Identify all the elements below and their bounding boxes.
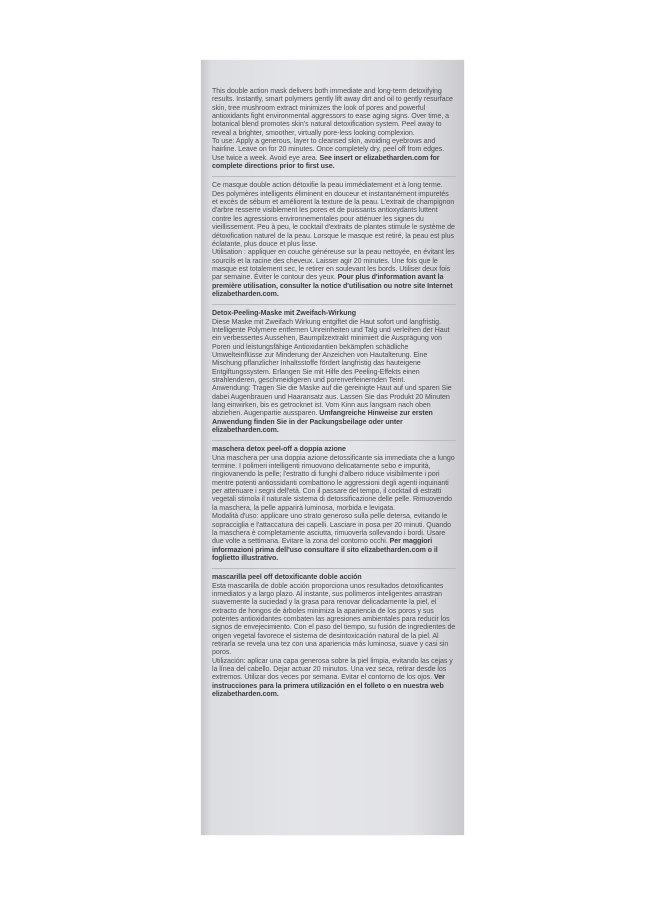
section-usage: Anwendung: Tragen Sie die Maske auf die gereinigte Haut auf und sparen Sie dabei Augenbrauen und Haaransatz aus. Lassen Sie das Produkt 20 Minuten lang einwirken, bis es getrocknet ist. Vom Kinn aus langsam nach oben abziehen. Augenpartie aussparen. Umfangreiche Hinweise zur ersten Anwendung finden Sie in der Packungsbeilage oder unter elizabetharden.com. [212,385,452,435]
section-body: Diese Maske mit Zweifach Wirkung entgiftet die Haut sofort und langfristig. Intelligente Polymere entfernen Unreinheiten und Talg und verleihen der Haut ein verbessertes Aussehen, Baumpilzextrakt minimiert die Ausprägung von Poren und leistungsfähige Antioxidantien bekämpfen schädliche Umwelteinflüsse zur Minderung der Anzeichen von Hautalterung. Eine Mischung pflanzlicher Inhaltsstoffe fördert langfristig das hauteigene Entgiftungssystem. Erlangen Sie mit Hilfe des Peeling-Effekts einen strahlenderen, geschmeidigeren und porenverfeinernden Teint. [212,318,450,384]
section-body: This double action mask delivers both immediate and long-term detoxifying results. Instantly, smart polymers gently lift away dirt and oil to gently resurface skin, tree mushroom extract minimizes the look of pores and powerful antioxidants fight environmental aggressors to ease aging signs. Over time, a botanical blend promotes skin's natural detoxification system. Peel away to reveal a brighter, smoother, virtually pore-less looking complexion. [212,88,453,137]
section-usage: Modalità d'uso: applicare uno strato generoso sulla pelle detersa, evitando le sopracciglia e l'attaccatura dei capelli. Lasciare in posa per 20 minuti. Quando la maschera è completamente asciutta, rimuoverla sollevando i bordi. Usare due volte a settimana. Evitare la zona del contorno occhi. Per maggiori informazioni prima dell'uso consultare il sito elizabetharden.com o il foglietto illustrativo. [212,513,452,562]
section-english [212,88,456,177]
section-usage-bold: Pour plus d'information avant la première utilisation, consulter la notice d'utilisation ou notre site Internet elizabetharden.com. [212,274,453,298]
section-german [212,310,456,441]
section-french [212,182,456,305]
section-italian [212,446,456,569]
section-body: Ce masque double action détoxifie la peau immédiatement et à long terme. Des polymères intelligents éliminent en douceur et instantanément impuretés et excès de sébum et améliorent la texture de la peau. L'extrait de champignon d'arbre resserre visiblement les pores et de puissants antioxydants luttent contre les agressions environnementales pour atténuer les signes du vieillissement. Peu à peu, le cocktail d'extraits de plantes stimule le système de détoxification naturel de la peau. Lorsque le masque est retiré, la peau est plus éclatante, plus douce et plus lisse. [212,182,455,248]
section-usage: Utilización: aplicar una capa generosa sobre la piel limpia, evitando las cejas y la línea del cabello. Dejar actuar 20 minutos. Una vez seca, retirar desde los extremos. Utilizar dos veces por semana. Evitar el contorno de los ojos. Ver instrucciones para la primera utilización en el folleto o en nuestra web elizabetharden.com. [212,657,453,699]
section-usage-bold: Per maggiori informazioni prima dell'uso consultare il sito elizabetharden.com o il foglietto illustrativo. [212,538,438,562]
section-usage-bold: See insert or elizabetharden.com for complete directions prior to first use. [212,154,440,171]
section-usage: To use: Apply a generous, layer to cleansed skin, avoiding eyebrows and hairline. Leave on for 20 minutes. Once completely dry, peel off from edges. Use twice a week. Avoid eye area. See insert or elizabetharden.com for complete directions prior to first use. [212,138,445,171]
multilingual-description-panel [212,88,456,709]
section-usage-bold: Ver instrucciones para la primera utilización en el folleto o en nuestra web elizabetharden.com. [212,674,445,699]
section-usage-bold: Umfangreiche Hinweise zur ersten Anwendung finden Sie in der Packungsbeilage oder unter elizabetharden.com. [212,410,433,435]
section-usage: Utilisation : appliquer en couche généreuse sur la peau nettoyée, en évitant les sourcils et la racine des cheveux. Laisser agir 20 minutes. Une fois que le masque est totalement sec, le retirer en soulevant les bords. Utiliser deux fois par semaine. Éviter le contour des yeux. Pour plus d'information avant la première utilisation, consulter la notice d'utilisation ou notre site Internet elizabetharden.com. [212,249,455,298]
section-heading: Detox-Peeling-Maske mit Zweifach-Wirkung [212,310,356,318]
section-spanish [212,574,456,704]
section-body: Una maschera per una doppia azione detossificante sia immediata che a lungo termine. I polimeri intelligenti rimuovono delicatamente sebo e impurità, ringiovanendo la pelle; l'estratto di funghi d'albero riduce visibilmente i pori mentre potenti antiossidanti combattono le aggressioni degli agenti inquinanti per attenuare i segni dell'età. Con il passare del tempo, il cocktail di estratti vegetali stimola il naturale sistema di detossificazione delle pelle. Rimuovendo la maschera, la pelle apparirà luminosa, morbida e levigata. [212,454,455,512]
section-heading: mascarilla peel off detoxificante doble acción [212,574,362,582]
section-body: Esta mascarilla de doble acción proporciona unos resultados detoxificantes inmediatos y a largo plazo. Al instante, sus polímeros inteligentes arrastran suavemente la suciedad y la grasa para renovar delicadamente la piel, el extracto de hongos de árboles minimiza la apariencia de los poros y sus potentes antioxidantes combaten las agresiones ambientales para reducir los signos de envejecimiento. Con el paso del tiempo, su fusión de ingredientes de origen vegetal favorece el sistema de desintoxicación natural de la piel. Al retirarla se revela una tez con una apariencia más luminosa, suave y casi sin poros. [212,582,456,657]
section-heading: maschera detox peel-off a doppia azione [212,446,346,454]
